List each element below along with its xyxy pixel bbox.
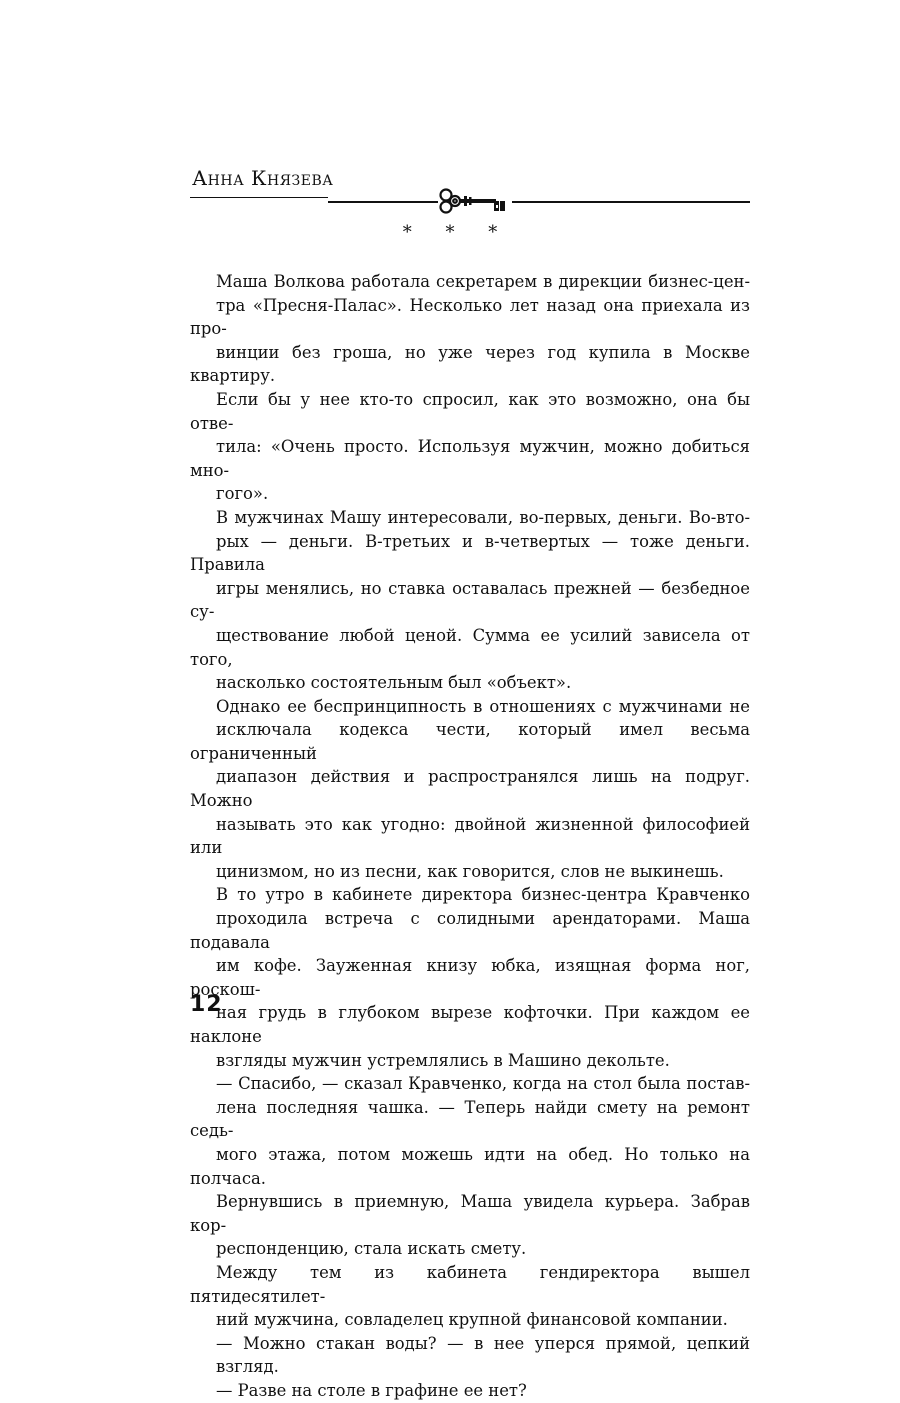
paragraph <box>190 695 750 884</box>
text-line: называть это как угодно: двойной жизненной философией или <box>190 814 750 858</box>
paragraph <box>190 506 750 695</box>
text-line: Если бы у нее кто-то спросил, как это возможно, она бы отве- <box>190 389 750 433</box>
paragraph <box>190 1190 750 1261</box>
page-number: 12 <box>190 992 223 1017</box>
text-line: насколько состоятельным был «объект». <box>216 673 572 693</box>
body-text <box>190 270 750 1403</box>
text-line: ная грудь в глубоком вырезе кофточки. При каждом ее наклоне <box>190 1003 750 1046</box>
paragraph <box>190 270 750 506</box>
text-line: тра «Пресня-Палас». Несколько лет назад она приехала из про- <box>190 295 750 339</box>
text-line: В то утро в кабинете директора бизнес-центра Кравченко <box>216 885 750 905</box>
text-line: — Спасибо, — сказал Кравченко, когда на стол была постав- <box>216 1074 750 1094</box>
text-line: исключала кодекса чести, который имел весьма ограниченный <box>190 720 750 763</box>
text-line: цинизмом, но из песни, как говорится, слов не выкинешь. <box>216 861 724 881</box>
text-line: Маша Волкова работала секретарем в дирекции бизнес-цен- <box>216 272 750 291</box>
text-line: — Разве на столе в графине ее нет? <box>216 1380 527 1400</box>
paragraph <box>190 883 750 1072</box>
text-line: лена последняя чашка. — Теперь найди смету на ремонт седь- <box>190 1097 750 1141</box>
header-rule-right <box>328 201 750 203</box>
text-line: ществование любой ценой. Сумма ее усилий зависела от того, <box>190 625 750 669</box>
text-line: — Можно стакан воды? — в нее уперся прямой, цепкий <box>216 1333 750 1353</box>
text-line: В мужчинах Машу интересовали, во-первых, деньги. Во-вто- <box>216 507 750 527</box>
text-line: винции без гроша, но уже через год купила в Москве квартиру. <box>190 342 750 386</box>
text-line: Вернувшись в приемную, Маша увидела курьера. Забрав кор- <box>190 1192 750 1235</box>
text-line: респонденцию, стала искать смету. <box>216 1239 527 1259</box>
text-line: проходила встреча с солидными арендаторами. Маша подавала <box>190 909 750 952</box>
text-line: взгляды мужчин устремлялись в Машино декольте. <box>216 1050 670 1070</box>
text-line: мого этажа, потом можешь идти на обед. Но только на полчаса. <box>190 1144 750 1188</box>
text-line: Однако ее беспринципность в отношениях с мужчинами не <box>216 696 750 716</box>
text-line: рых — деньги. В-третьих и в-четвертых — тоже деньги. Правила <box>190 531 750 575</box>
key-icon <box>438 186 512 216</box>
paragraph <box>190 1379 750 1403</box>
text-line: Между тем из кабинета гендиректора вышел пятидесятилет- <box>190 1262 750 1306</box>
text-line: им кофе. Зауженная книзу юбка, изящная форма ног, роскош- <box>190 956 750 999</box>
header-rule-left <box>190 197 328 198</box>
section-break-asterisks: * * * <box>402 222 512 243</box>
text-line: ний мужчина, совладелец крупной финансовой компании. <box>216 1310 728 1330</box>
running-head-author: Анна Князева <box>192 166 334 190</box>
paragraph <box>190 1261 750 1332</box>
text-line: тила: «Очень просто. Используя мужчин, можно добиться мно- <box>190 437 750 480</box>
text-line: игры менялись, но ставка оставалась прежней — безбедное су- <box>190 578 750 622</box>
paragraph <box>190 1072 750 1190</box>
paragraph <box>190 1332 750 1379</box>
text-line: гого». <box>216 484 269 504</box>
text-line: взгляд. <box>216 1357 279 1377</box>
text-line: диапазон действия и распространялся лишь на подруг. Можно <box>190 767 750 811</box>
